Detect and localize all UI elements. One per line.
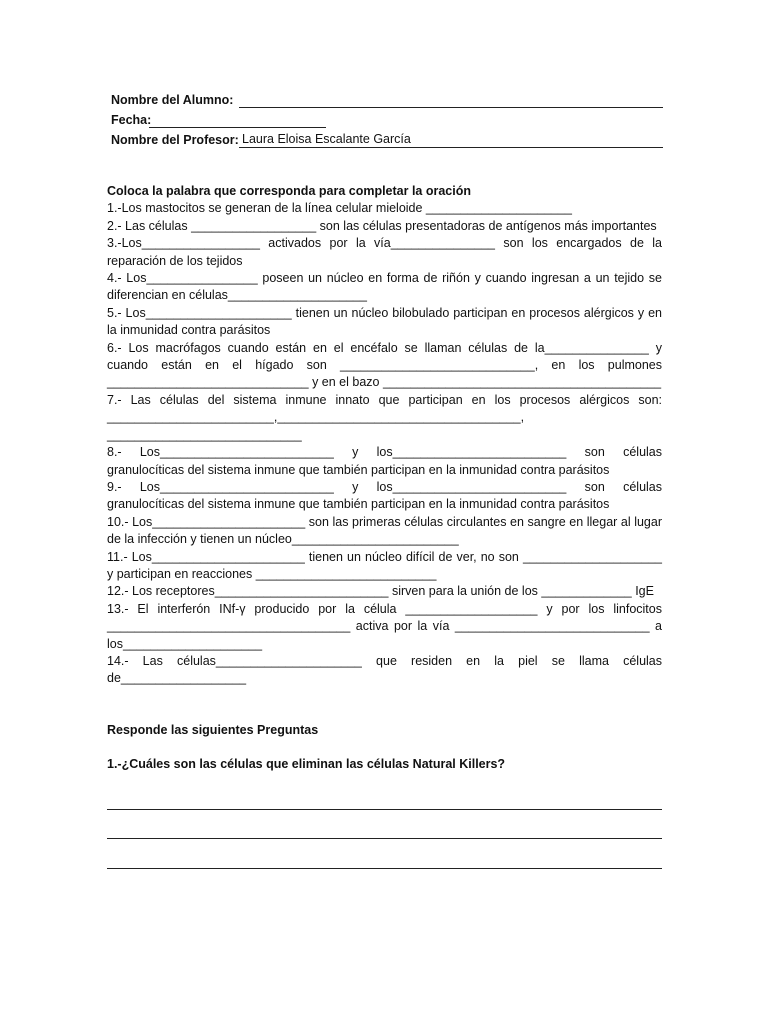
question-item-8: 8.- Los_________________________ y los_________________________ son células granulocíticas del sistema inmune que también participan en la inmunidad contra parásitos xyxy=(107,445,662,477)
question-item-7: 7.- Las células del sistema inmune innato que participan en los procesos alérgicos son: ________________________,___________________________________, ____________________________ xyxy=(107,392,662,442)
date-label: Fecha: xyxy=(111,113,152,127)
teacher-name-value: Laura Eloisa Escalante García xyxy=(242,132,411,146)
student-name-row xyxy=(111,92,663,110)
answer-line-1[interactable] xyxy=(107,809,662,810)
instructions-title: Coloca la palabra que corresponda para completar la oración xyxy=(107,184,472,198)
teacher-name-row xyxy=(111,132,663,150)
question-item-12: 12.- Los receptores_________________________ sirven para la unión de los _____________ IgE xyxy=(107,584,654,599)
question-item-9: 9.- Los_________________________ y los_________________________ son células granulocíticas del sistema inmune que también participan en la inmunidad contra parásitos xyxy=(107,479,662,512)
question-item-11: 11.- Los______________________ tienen un núcleo difícil de ver, no son ____________________ y participan en reacciones __________________________ xyxy=(107,549,662,581)
date-field[interactable] xyxy=(149,111,326,128)
student-name-label: Nombre del Alumno: xyxy=(111,93,234,107)
student-name-field[interactable] xyxy=(239,91,663,108)
section2-title: Responde las siguientes Preguntas xyxy=(107,723,319,737)
question-item-14: 14.- Las células_____________________ que residen en la piel se llama células de__________________ xyxy=(107,653,662,686)
question-item-4: 4.- Los________________ poseen un núcleo en forma de riñón y cuando ingresan a un tejido se diferencian en células____________________ xyxy=(107,271,662,303)
question-item-13: 13.- El interferón INf-γ producido por la célula ___________________ y por los linfocitos ___________________________________ activa por la vía ____________________________ a los____________________ xyxy=(107,601,662,651)
teacher-name-field[interactable] xyxy=(239,131,663,148)
question-item-10: 10.- Los______________________ son las primeras células circulantes en sangre en llegar al lugar de la infección y tienen un núcleo________________________ xyxy=(107,514,662,547)
question-item-1: 1.-Los mastocitos se generan de la línea celular mieloide _____________________ xyxy=(107,201,572,216)
date-row xyxy=(111,112,663,130)
teacher-name-label: Nombre del Profesor: xyxy=(111,133,239,147)
question-item-3: 3.-Los_________________ activados por la vía_______________ son los encargados de la reparación de los tejidos xyxy=(107,236,662,268)
question-item-5: 5.- Los_____________________ tienen un núcleo bilobulado participan en procesos alérgicos y en la inmunidad contra parásitos xyxy=(107,305,662,338)
answer-line-3[interactable] xyxy=(107,868,662,869)
open-question-1: 1.-¿Cuáles son las células que eliminan las células Natural Killers? xyxy=(107,757,506,771)
question-item-2: 2.- Las células __________________ son las células presentadoras de antígenos más importantes xyxy=(107,218,657,233)
fill-in-section xyxy=(107,183,662,688)
question-item-6: 6.- Los macrófagos cuando están en el encéfalo se llaman células de la_______________ y cuando están en el hígado son ____________________________, en los pulmones _____________________________ y en el bazo ________________________________________ xyxy=(107,340,662,390)
answer-line-2[interactable] xyxy=(107,838,662,839)
